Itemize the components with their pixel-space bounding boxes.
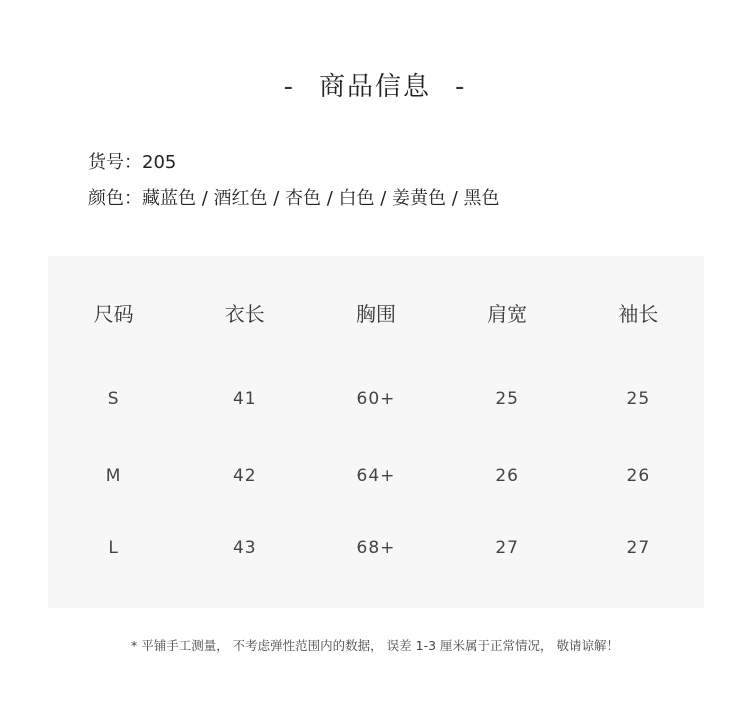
title-text: 商品信息 — [318, 72, 431, 102]
title-dash-right: - — [455, 72, 467, 102]
table-cell: 26 — [495, 466, 519, 486]
item-number: 货号：205 — [88, 152, 177, 173]
page-title — [0, 66, 750, 103]
table-cell: 27 — [626, 538, 651, 558]
table-cell: S — [107, 389, 120, 409]
table-cell: 42 — [232, 466, 257, 486]
table-header-row — [48, 256, 704, 358]
table-cell: M — [105, 466, 122, 486]
header-sleeve: 袖长 — [618, 301, 659, 326]
table-cell: 68+ — [356, 538, 396, 558]
title-dash-left: - — [283, 72, 295, 102]
table-cell: L — [108, 538, 119, 558]
header-shoulder: 肩宽 — [487, 301, 528, 326]
table-row — [48, 358, 704, 440]
header-length: 衣长 — [224, 301, 265, 326]
table-cell: 27 — [495, 538, 519, 558]
table-cell: 60+ — [356, 389, 396, 409]
table-cell: 41 — [232, 389, 257, 409]
table-cell: 43 — [232, 538, 257, 558]
size-table-panel — [48, 256, 704, 608]
table-row — [48, 440, 704, 512]
table-row — [48, 512, 704, 584]
table-cell: 64+ — [356, 466, 396, 486]
header-size: 尺码 — [93, 301, 134, 326]
measurement-note: * 平铺手工测量， 不考虑弹性范围内的数据， 误差 1-3 厘米属于正常情况， 敬请谅解！ — [130, 638, 619, 653]
header-chest: 胸围 — [355, 301, 396, 326]
color-options: 颜色：藏蓝色 / 酒红色 / 杏色 / 白色 / 姜黄色 / 黑色 — [88, 188, 500, 209]
size-table — [48, 256, 704, 584]
table-cell: 25 — [626, 389, 651, 409]
table-cell: 25 — [495, 389, 519, 409]
table-cell: 26 — [626, 466, 651, 486]
